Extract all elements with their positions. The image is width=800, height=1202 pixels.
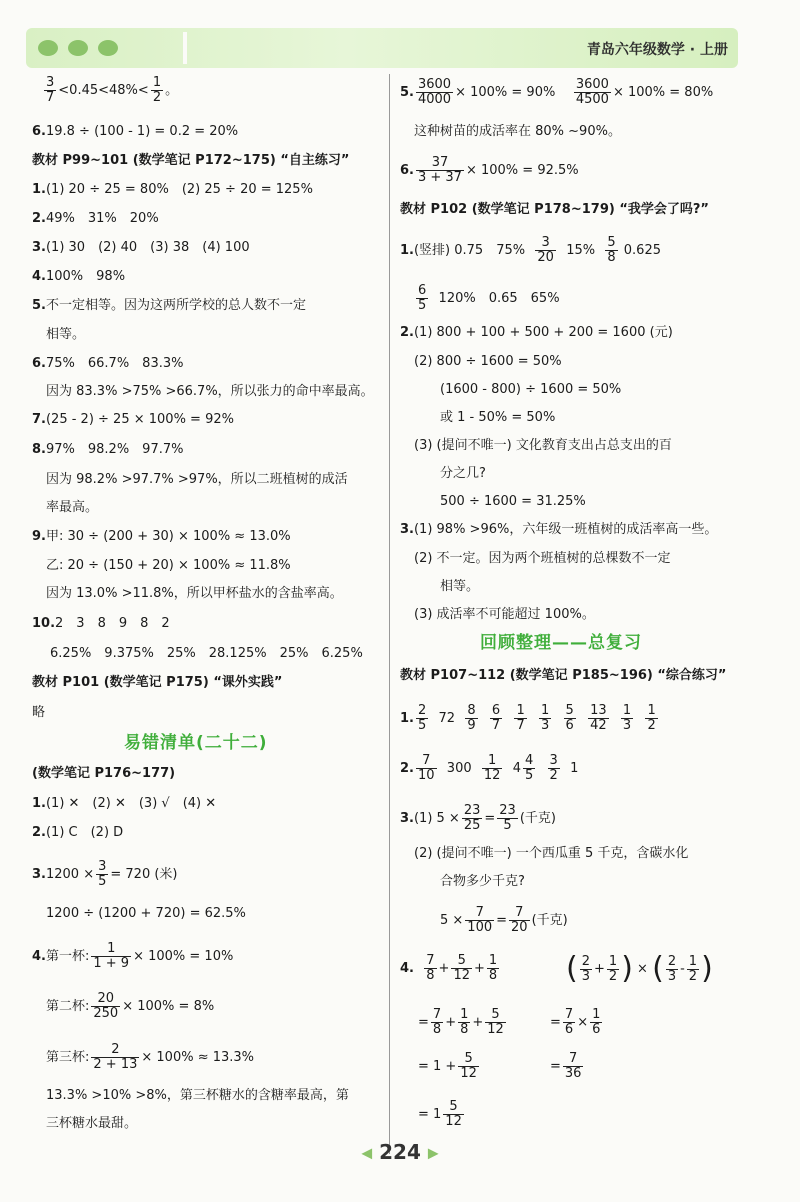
fraction: $\frac{5}{8}$	[607, 235, 616, 265]
answer-item: 8.97% 98.2% 97.7%	[32, 442, 184, 457]
answer-item: 2.(1) 800 + 100 + 500 + 200 = 1600 (元)	[400, 325, 673, 340]
answer-cont: 率最高。	[46, 500, 99, 515]
answer-cont: = $\frac{7}{36}$	[550, 1051, 582, 1081]
answer-cont: = 1 + $\frac{5}{12}$	[418, 1051, 477, 1081]
fraction: $\frac{6}{7}$	[491, 703, 501, 733]
fraction: $\frac{7}{10}$	[417, 753, 435, 783]
answer-cont: 因为 13.0% >11.8%，所以甲杯盐水的含盐率高。	[46, 586, 343, 601]
fraction: $\frac{20}{250}$	[93, 991, 119, 1021]
fraction: $\frac{1}{2}$	[608, 953, 618, 984]
answer-item: 2.(1) C (2) D	[32, 825, 124, 840]
green-dot-icon	[98, 40, 118, 56]
answer-item: 3.(1) 5 × $\frac{23}{25}$ = $\frac{23}{5}$ (千克)	[400, 803, 556, 833]
answer-cont: 因为 98.2% >97.7% >97%，所以二班植树的成活	[46, 472, 348, 487]
fraction: $\frac{5}{12}$	[487, 1007, 504, 1037]
fraction: $\frac{3}{2}$	[549, 753, 558, 783]
section-title: 回顾整理——总复习	[480, 633, 642, 653]
fraction: $\frac{23}{5}$	[499, 803, 516, 833]
header-divider	[183, 32, 187, 64]
answer-cont: (3) 成活率不可能超过 100%。	[414, 607, 595, 622]
section-heading: 教材 P107~112 (数学笔记 P185~196) “综合练习”	[400, 668, 727, 683]
answer-cont: 或 1 - 50% = 50%	[440, 410, 556, 425]
answer-cont: (2) (提问不唯一) 一个西瓜重 5 千克，含碳水化	[414, 846, 689, 861]
fraction: $\frac{5}{12}$	[460, 1051, 477, 1081]
fraction: $\frac{5}{12}$	[453, 953, 470, 983]
fraction: $\frac{3600}{4500}$	[575, 77, 609, 107]
fraction: $\frac{1}{6}$	[592, 1007, 601, 1037]
answer-cont: 乙: 20 ÷ (150 + 20) × 100% ≈ 11.8%	[46, 558, 291, 573]
answer-cont: 合物多少千克?	[440, 874, 525, 889]
answer-text: 略	[32, 705, 46, 720]
fraction: $\frac{7}{8}$	[426, 953, 435, 983]
fraction: $\frac{7}{100}$	[467, 905, 493, 935]
answer-cont: = 1 $\frac{5}{12}$	[418, 1099, 462, 1129]
answer-cont: 三杯糖水最甜。	[46, 1116, 138, 1131]
answer-item: 4.100% 98%	[32, 269, 126, 284]
answer-cont: (2) 不一定。因为两个班植树的总棵数不一定	[414, 551, 671, 566]
fraction: $\frac{1}{3}$	[540, 703, 550, 733]
fraction: $\frac{4}{5}$	[524, 753, 534, 783]
answer-item: 2.49% 31% 20%	[32, 211, 159, 226]
answer-item: 6. $\frac{37}{3 + 37}$ × 100% = 92.5%	[400, 155, 579, 185]
answer-cont: 第二杯: $\frac{20}{250}$ × 100% = 8%	[46, 991, 215, 1021]
fraction: $\frac{3}{20}$	[537, 235, 554, 265]
answer-item: 1. $\frac{2}{5}$ 72 $\frac{8}{9}$ $\frac{6}{7}$ $\frac{1}{7}$ $\frac{1}{3}$ $\frac{5}{6}$ $\frac{13}{42}$ $\frac{1}{3}$ $\frac{1}{2}$	[400, 703, 656, 733]
answer-item: 3.(1) 30 (2) 40 (3) 38 (4) 100	[32, 240, 250, 255]
answer-cont: 分之几?	[440, 466, 486, 481]
fraction: $\frac{37}{3 + 37}$	[417, 155, 462, 185]
fraction: $\frac{3}{5}$	[98, 859, 107, 889]
fraction: $\frac{2}{3}$	[581, 953, 590, 984]
page-header-banner	[26, 28, 738, 68]
answer-item: 3.1200 × $\frac{3}{5}$ = 720 (米)	[32, 859, 178, 889]
fraction: $\frac{7}{8}$	[432, 1007, 442, 1037]
fraction: $\frac{8}{9}$	[467, 703, 476, 733]
fraction: $\frac{1}{2}$	[688, 953, 698, 984]
fraction: $\frac{1}{12}$	[483, 753, 501, 783]
fraction: $\frac{1}{8}$	[488, 953, 498, 983]
fraction: $\frac{1}{1 + 9}$	[93, 941, 130, 971]
green-dot-icon	[38, 40, 58, 56]
answer-item: 3.(1) 98% >96%，六年级一班植树的成活率高一些。	[400, 522, 718, 537]
answer-cont: = $\frac{7}{6}$ × $\frac{1}{6}$	[550, 1007, 601, 1037]
triangle-right-icon: ▶	[427, 1145, 439, 1162]
answer-cont: 1200 ÷ (1200 + 720) = 62.5%	[46, 906, 246, 921]
answer-item: 2. $\frac{7}{10}$ 300 $\frac{1}{12}$ 4 $\frac{4}{5}$ $\frac{3}{2}$ 1	[400, 753, 579, 783]
fraction: $\frac{5}{6}$	[565, 703, 574, 733]
answer-item: 1.(1) 20 ÷ 25 = 80% (2) 25 ÷ 20 = 125%	[32, 182, 313, 197]
section-heading: 教材 P101 (数学笔记 P175) “课外实践”	[32, 675, 283, 690]
answer-item: 5. $\frac{3600}{4000}$ × 100% = 90% $\frac{3600}{4500}$ × 100% = 80%	[400, 77, 714, 107]
answer-item: 7.(25 - 2) ÷ 25 × 100% = 92%	[32, 412, 234, 427]
answer-cont: 13.3% >10% >8%，第三杯糖水的含糖率最高，第	[46, 1088, 349, 1103]
fraction: $\frac{6}{5}$	[418, 283, 427, 313]
answer-item: 1.(1) ✕ (2) ✕ (3) √ (4) ✕	[32, 796, 217, 811]
column-divider	[389, 74, 390, 1154]
answer-item: 6.19.8 ÷ (100 - 1) = 0.2 = 20%	[32, 124, 239, 139]
answer-cont: (3) (提问不唯一) 文化教育支出占总支出的百	[414, 438, 672, 453]
fraction: $\frac{13}{42}$	[590, 703, 607, 733]
answer-cont: $\frac{6}{5}$ 120% 0.65 65%	[418, 283, 560, 313]
green-dot-icon	[68, 40, 88, 56]
section-title: 易错清单(二十二)	[124, 733, 268, 753]
answer-line: $\frac{3}{7}$ <0.45<48%< $\frac{1}{2}$ 。	[46, 75, 179, 105]
fraction: $\frac{1}{8}$	[460, 1007, 469, 1037]
answer-cont: 这种树苗的成活率在 80% ~90%。	[414, 124, 621, 139]
triangle-left-icon: ◀	[361, 1145, 373, 1162]
section-heading: (数学笔记 P176~177)	[32, 766, 176, 781]
page-number	[344, 1140, 456, 1164]
answer-cont: 相等。	[440, 579, 480, 594]
answer-cont: (2) 800 ÷ 1600 = 50%	[414, 354, 562, 369]
fraction: $\frac{1}{2}$	[152, 75, 162, 105]
answer-item: 9.甲: 30 ÷ (200 + 30) × 100% ≈ 13.0%	[32, 529, 291, 544]
answer-cont: = $\frac{7}{8}$ + $\frac{1}{8}$ + $\frac{5}{12}$	[418, 1007, 504, 1037]
fraction: $\frac{5}{12}$	[445, 1099, 462, 1129]
fraction: $\frac{7}{6}$	[564, 1007, 574, 1037]
fraction: $\frac{1}{2}$	[647, 703, 656, 733]
fraction: $\frac{1}{3}$	[622, 703, 632, 733]
answer-item: 5.不一定相等。因为这两所学校的总人数不一定	[32, 298, 306, 313]
answer-cont: (1600 - 800) ÷ 1600 = 50%	[440, 382, 622, 397]
section-heading: 教材 P102 (数学笔记 P178~179) “我学会了吗?”	[400, 202, 709, 217]
answer-cont: 5 × $\frac{7}{100}$ = $\frac{7}{20}$ (千克)	[440, 905, 568, 935]
answer-item: 4. $\frac{7}{8}$ + $\frac{5}{12}$ + $\frac{1}{8}$	[400, 953, 498, 983]
answer-item: 6.75% 66.7% 83.3%	[32, 356, 184, 371]
fraction: $\frac{2}{5}$	[417, 703, 427, 733]
fraction: $\frac{7}{36}$	[564, 1051, 582, 1081]
answer-cont: 500 ÷ 1600 = 31.25%	[440, 494, 586, 509]
book-title: 青岛六年级数学 · 上册	[586, 42, 728, 58]
fraction: $\frac{1}{7}$	[516, 703, 525, 733]
answer-expression: ( $\frac{2}{3}$ + $\frac{1}{2}$ ) × ( $\frac{2}{3}$ - $\frac{1}{2}$ )	[566, 951, 713, 986]
answer-cont: 相等。	[46, 327, 86, 342]
fraction: $\frac{2}{2 + 13}$	[93, 1042, 138, 1072]
section-heading: 教材 P99~101 (数学笔记 P172~175) “自主练习”	[32, 153, 350, 168]
page-number-text: 224	[379, 1140, 421, 1164]
fraction: $\frac{23}{25}$	[463, 803, 481, 833]
answer-item: 4.第一杯: $\frac{1}{1 + 9}$ × 100% = 10%	[32, 941, 234, 971]
fraction: $\frac{3}{7}$	[46, 75, 55, 105]
answer-cont: 第三杯: $\frac{2}{2 + 13}$ × 100% ≈ 13.3%	[46, 1042, 255, 1072]
answer-item: 10.2 3 8 9 8 2	[32, 616, 170, 631]
answer-cont: 6.25% 9.375% 25% 28.125% 25% 6.25%	[50, 646, 363, 661]
answer-cont: 因为 83.3% >75% >66.7%，所以张力的命中率最高。	[46, 384, 374, 399]
fraction: $\frac{7}{20}$	[511, 905, 528, 935]
fraction: $\frac{2}{3}$	[667, 953, 677, 984]
answer-item: 1.(竖排) 0.75 75% $\frac{3}{20}$ 15% $\frac{5}{8}$ 0.625	[400, 235, 661, 265]
fraction: $\frac{3600}{4000}$	[417, 77, 452, 107]
